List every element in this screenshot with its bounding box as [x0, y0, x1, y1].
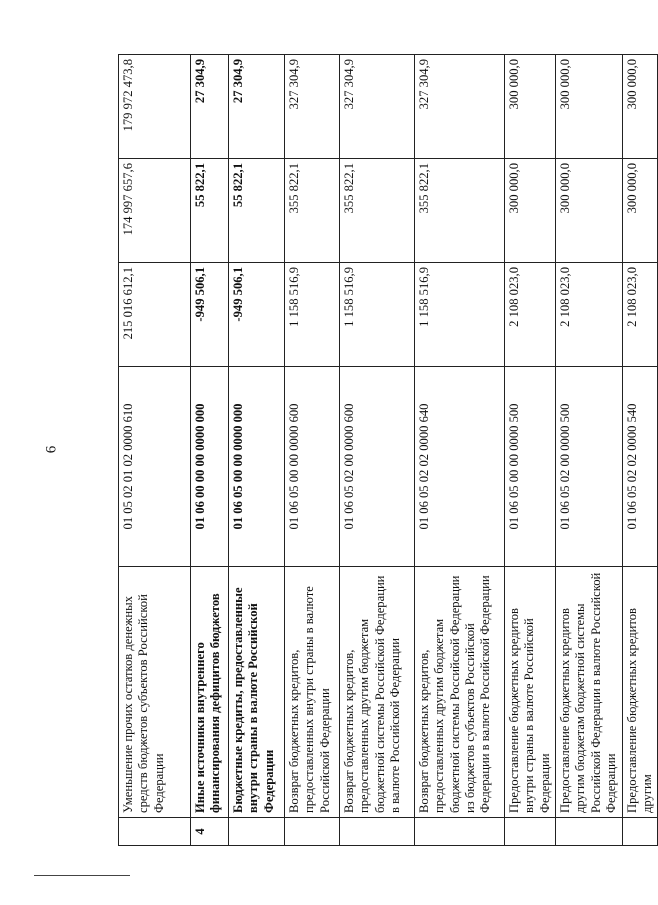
row-value-2: 300 000,0	[622, 159, 658, 263]
table-row	[191, 55, 229, 846]
row-number	[415, 818, 505, 846]
row-value-3: 327 304,9	[340, 55, 415, 159]
row-name: Предоставление бюджетных кредитов внутри страны в валюте Российской Федерации	[505, 567, 556, 818]
table-row	[119, 55, 191, 846]
row-value-1: 1 158 516,9	[340, 263, 415, 367]
row-name: Возврат бюджетных кредитов, предоставленных внутри страны в валюте Российской Федерации	[285, 567, 340, 818]
row-value-3: 27 304,9	[191, 55, 229, 159]
row-value-2: 300 000,0	[556, 159, 622, 263]
sources-financing-table	[118, 54, 658, 846]
row-value-2: 300 000,0	[505, 159, 556, 263]
row-number	[229, 818, 285, 846]
table-row	[505, 55, 556, 846]
row-number	[285, 818, 340, 846]
row-name: Возврат бюджетных кредитов, предоставленных другим бюджетам бюджетной системы Российской Федерации в валюте Российской Федерации	[340, 567, 415, 818]
row-number	[556, 818, 622, 846]
row-value-2: 55 822,1	[229, 159, 285, 263]
row-value-2: 355 822,1	[415, 159, 505, 263]
row-value-1: 215 016 612,1	[119, 263, 191, 367]
row-value-1: -949 506,1	[229, 263, 285, 367]
row-number	[119, 818, 191, 846]
table-row	[556, 55, 622, 846]
row-code: 01 06 05 00 00 0000 000	[229, 367, 285, 567]
row-value-1: 2 108 023,0	[556, 263, 622, 367]
row-number: 4	[191, 818, 229, 846]
row-value-3: 179 972 473,8	[119, 55, 191, 159]
row-value-2: 355 822,1	[340, 159, 415, 263]
table-row	[285, 55, 340, 846]
rotated-table-container	[118, 55, 658, 846]
table-row	[622, 55, 658, 846]
row-value-1: 2 108 023,0	[505, 263, 556, 367]
row-value-3: 327 304,9	[415, 55, 505, 159]
row-value-2: 174 997 657,6	[119, 159, 191, 263]
row-code: 01 06 05 02 00 0000 500	[556, 367, 622, 567]
row-code: 01 06 05 00 00 0000 500	[505, 367, 556, 567]
row-value-2: 55 822,1	[191, 159, 229, 263]
row-code: 01 06 05 02 00 0000 600	[340, 367, 415, 567]
table-row	[229, 55, 285, 846]
row-code: 01 06 05 02 02 0000 540	[622, 367, 658, 567]
row-value-2: 355 822,1	[285, 159, 340, 263]
row-value-3: 300 000,0	[556, 55, 622, 159]
row-number	[622, 818, 658, 846]
footnote-divider	[34, 875, 130, 876]
row-value-1: 2 108 023,0	[622, 263, 658, 367]
row-name: Возврат бюджетных кредитов, предоставленных другим бюджетам бюджетной системы Российской Федерации из бюджетов субъектов Российской Федерации в валюте Российской Федерации	[415, 567, 505, 818]
row-name: Иные источники внутреннего финансирования дефицитов бюджетов	[191, 567, 229, 818]
row-code: 01 06 05 02 02 0000 640	[415, 367, 505, 567]
row-name: Предоставление бюджетных кредитов другим	[622, 567, 658, 818]
row-value-1: 1 158 516,9	[415, 263, 505, 367]
row-value-3: 300 000,0	[622, 55, 658, 159]
row-number	[340, 818, 415, 846]
row-code: 01 05 02 01 02 0000 610	[119, 367, 191, 567]
row-value-1: 1 158 516,9	[285, 263, 340, 367]
row-value-3: 300 000,0	[505, 55, 556, 159]
page-number: 6	[43, 445, 60, 454]
table-row	[340, 55, 415, 846]
row-value-1: -949 506,1	[191, 263, 229, 367]
row-value-3: 327 304,9	[285, 55, 340, 159]
table-row	[415, 55, 505, 846]
row-code: 01 06 00 00 00 0000 000	[191, 367, 229, 567]
row-name: Уменьшение прочих остатков денежных средств бюджетов субъектов Российской Федерации	[119, 567, 191, 818]
row-number	[505, 818, 556, 846]
row-name: Бюджетные кредиты, предоставленные внутри страны в валюте Российской Федерации	[229, 567, 285, 818]
row-code: 01 06 05 00 00 0000 600	[285, 367, 340, 567]
row-value-3: 27 304,9	[229, 55, 285, 159]
row-name: Предоставление бюджетных кредитов другим бюджетам бюджетной системы Российской Федерации в валюте Российской Федерации	[556, 567, 622, 818]
